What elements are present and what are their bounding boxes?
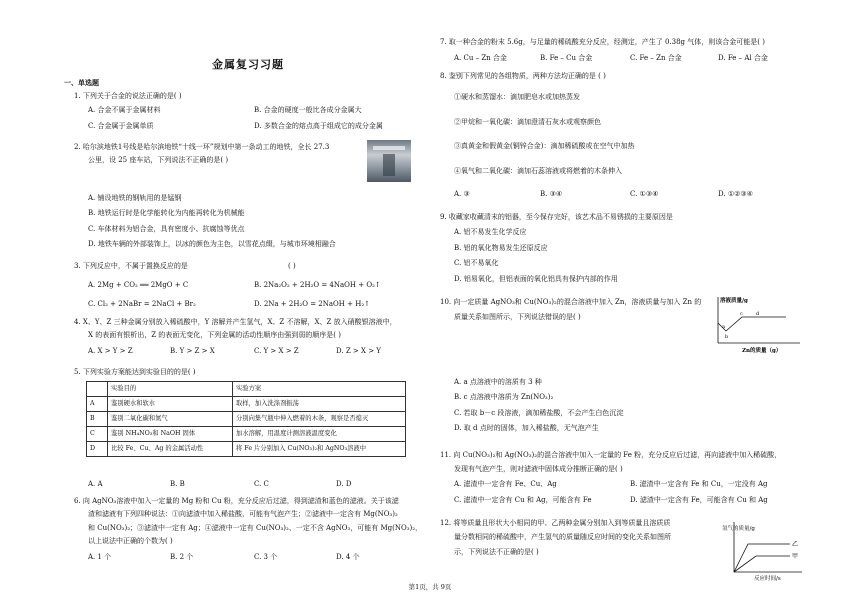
table-cell: 取样，加入洗涤剂振荡 xyxy=(233,397,406,412)
option-c: C. 铝不易氧化 xyxy=(454,259,499,268)
y-axis-label-text: 氢气的质量/g xyxy=(722,526,755,532)
series-line-jia xyxy=(734,556,790,572)
question-3 xyxy=(74,262,404,311)
table-cell: 鉴别硬水和软水 xyxy=(108,397,233,412)
question-stem-line-1: 12. 将等质量且形状大小相同的甲、乙两种金属分别加入到等质量且溶质质 xyxy=(440,519,671,527)
question-9 xyxy=(440,213,800,284)
option-a: A. 铝不易发生化学反应 xyxy=(454,228,527,237)
point-label-d: d xyxy=(756,311,760,317)
option-b: B. 2Na₂O₂ + 2H₂O = 4NaOH + O₂↑ xyxy=(254,281,381,289)
question-stem-line-1: 10. 向一定质量 AgNO₃和 Cu(NO₃)₂的混合溶液中加入 Zn，溶液质量与加入 Zn 的 xyxy=(440,298,702,306)
question-stem-line-2: X 的表面有银析出，Z 的表面无变化，下列金属的活动性顺序由强到弱的顺序是( ) xyxy=(88,331,341,340)
question-7 xyxy=(440,38,800,65)
table-cell: A xyxy=(87,397,108,412)
option-a: A. 1 个 xyxy=(88,552,112,561)
answer-paren: ( ) xyxy=(288,262,296,270)
table-header-cell xyxy=(87,382,108,397)
experiment-table xyxy=(86,381,406,457)
series-label-yi: 乙 xyxy=(792,541,799,548)
y-axis-label xyxy=(722,524,755,532)
question-8 xyxy=(440,72,800,201)
option-c: C. 3 个 xyxy=(254,552,278,561)
question-1 xyxy=(74,92,404,133)
question-stem-line-2: 质量关系如图所示，下列说法错误的是( ) xyxy=(454,313,581,322)
question-4 xyxy=(74,318,414,358)
table-cell: D xyxy=(87,442,108,457)
section-heading: 一、单选题 xyxy=(64,78,99,87)
y-axis-label: 溶液质量/g xyxy=(720,298,748,304)
question-5-options xyxy=(74,480,404,491)
question-stem-line-1: 2. 哈尔滨地铁1号线是哈尔滨地铁“十线一环”规划中第一条动工的地铁，全长 27.3 xyxy=(74,143,330,151)
option-a: A. ③ xyxy=(454,190,470,199)
option-d: D. 4 个 xyxy=(336,552,360,561)
question-stem-line-1: 6. 向 AgNO₃溶液中加入一定量的 Mg 粉和 Cu 粉，充分反应后过滤，得到滤渣和蓝色的滤液。关于该滤 xyxy=(74,497,399,505)
table-header-cell: 实验方案 xyxy=(233,382,406,397)
table-cell: C xyxy=(87,427,108,442)
option-a: A. 合金不属于金属材料 xyxy=(88,106,161,115)
option-a: A. 铺设地铁的钢轨用的是锰钢 xyxy=(88,193,182,202)
option-d: D. D xyxy=(336,480,352,488)
question-stem-line-2: 渣和滤液有下列四种说法：①向滤渣中加入稀盐酸，可能有气泡产生；②滤液中一定含有 Mg(NO₃)₂ xyxy=(88,510,398,519)
option-d: D. ①②③④ xyxy=(718,190,753,199)
option-c: C. 滤渣中一定含有 Cu 和 Ag，可能含有 Fe xyxy=(454,495,592,504)
question-12 xyxy=(440,519,730,557)
table-cell: B xyxy=(87,412,108,427)
table-header-cell: 实验目的 xyxy=(108,382,233,397)
question-stem-line-2: 发现有气泡产生，则对滤液中固体成分推断正确的是( ) xyxy=(454,465,623,474)
option-c: C. C xyxy=(254,480,269,488)
option-b: B. 合金的硬度一般比各成分金属大 xyxy=(254,106,362,115)
option-b: B. Y > Z > X xyxy=(170,346,215,355)
question-stem-line-2: 公里，设 25 座车站，下列说法不正确的是( ) xyxy=(88,156,229,165)
x-axis-label: 反应时间/s xyxy=(754,576,781,582)
question-stem-line-3: 和 Cu(NO₃)₂；③滤渣中一定有 Ag；④滤液中一定有 Cu(NO₃)₂、一定不含 AgNO₃，可能有 Mg(NO₃)₂， xyxy=(88,523,423,532)
question-stem: 9. 收藏家收藏清末的铝器，至今保存完好，该艺术品不易锈损的主要原因是 xyxy=(440,213,673,221)
table-cell: 分别向集气瓶中伸入燃着的木条，观察是否熄灭 xyxy=(233,412,406,427)
table-row xyxy=(87,427,406,442)
x-axis-label: Zn的质量（g） xyxy=(742,348,782,354)
option-a: A. X > Y > Z xyxy=(88,346,133,355)
option-b: B. 2 个 xyxy=(170,552,194,561)
hydrogen-mass-chart xyxy=(720,520,806,582)
point-label-b: b xyxy=(725,334,729,340)
option-c: C. ①③④ xyxy=(630,190,659,199)
option-a: A. 滤渣中一定含有 Fe、Cu、Ag xyxy=(454,479,557,488)
question-10 xyxy=(440,298,730,323)
page-footer: 第1页，共 9页 xyxy=(408,583,452,591)
option-a: A. 2Mg + CO₂ ══ 2MgO + C xyxy=(88,281,189,289)
table-cell: 鉴别二氧化碳和氮气 xyxy=(108,412,233,427)
question-stem: 3. 下列反应中，不属于置换反应的是 xyxy=(74,262,188,270)
question-5 xyxy=(74,368,404,377)
option-c: C. 车体材料为铝合金，具有密度小、抗腐蚀等优点 xyxy=(88,224,245,233)
option-d: D. 铝易氧化，但铝表面的氧化铝具有保护内部的作用 xyxy=(454,274,618,283)
option-d: D. 2Na + 2H₂O = 2NaOH + H₂↑ xyxy=(254,300,370,308)
question-10-options xyxy=(440,378,800,434)
option-c: C. Cl₂ + 2NaBr = 2NaCl + Br₂ xyxy=(88,300,196,308)
option-a: A. A xyxy=(88,480,103,488)
option-b: B. 地铁运行时是化学能转化为内能再转化为机械能 xyxy=(88,209,245,218)
question-stem: 8. 鉴别下列常见的各组物质，两种方法均正确的是 ( ) xyxy=(440,72,606,80)
point-label-a: a xyxy=(722,324,725,330)
table-cell: 比较 Fe、Cu、Ag 的金属活动性 xyxy=(108,442,233,457)
mass-curve xyxy=(718,317,786,331)
question-stem-line-2: 量分数相同的稀硫酸中，产生氢气的质量随反应时间的变化关系如图所 xyxy=(454,533,671,542)
question-stem-line-4: 以上说法中正确的个数为( ) xyxy=(88,537,173,546)
question-stem-line-1: 11. 向 Cu(NO₃)₂和 Ag(NO₃)₂的混合溶液中加入一定量的 Fe 粉，充分反应后过滤，再向滤液中加入稀硫酸， xyxy=(440,451,782,459)
point-label-c: c xyxy=(740,311,743,317)
table-header-row xyxy=(87,382,406,397)
page-title: 金属复习习题 xyxy=(212,58,284,71)
option-c: C. Y > X > Z xyxy=(254,346,299,355)
option-c: C. 合金属于金属单质 xyxy=(88,122,154,131)
table-cell: 鉴别 NH₄NO₃和 NaOH 固体 xyxy=(108,427,233,442)
option-a: A. Cu – Zn 合金 xyxy=(454,54,507,63)
option-b: B. c 点溶液中溶质为 Zn(NO₃)₂ xyxy=(454,393,554,402)
question-2 xyxy=(74,143,404,250)
question-stem: 5. 下列实验方案能达到实验目的的是( ) xyxy=(74,368,196,376)
option-d: D. 取 d 点时的固体，加入稀盐酸，无气泡产生 xyxy=(454,424,599,433)
table-row xyxy=(87,412,406,427)
solution-mass-chart xyxy=(712,293,804,355)
option-a: A. a 点溶液中的溶质有 3 种 xyxy=(454,378,542,386)
table-row xyxy=(87,442,406,457)
series-label-jia: 甲 xyxy=(792,553,799,560)
table-row xyxy=(87,397,406,412)
question-11 xyxy=(440,451,820,507)
option-d: D. 地铁车辆的外部装饰上，以冰的颜色为主色，以雪花点缀，与城市环境相融合 xyxy=(88,240,336,249)
option-b: B. B xyxy=(170,480,185,488)
table-cell: 将 Fe 片分别加入 Cu(NO₃)₂和 AgNO₃溶液中 xyxy=(233,442,406,457)
option-c: C. 若取 b－c 段溶液，滴加稀盐酸，不会产生白色沉淀 xyxy=(454,408,624,417)
statement-3: ③真黄金和假黄金(铜锌合金)：滴加稀硫酸或在空气中加热 xyxy=(454,142,635,151)
option-b: B. Fe – Cu 合金 xyxy=(540,54,593,63)
option-b: B. ③④ xyxy=(540,190,563,199)
statement-1: ①硬水和蒸馏水：滴加肥皂水或加热蒸发 xyxy=(454,93,580,102)
option-d: D. 滤渣中一定含有 Fe，可能含有 Cu 和 Ag xyxy=(630,495,768,504)
statement-4: ④氧气和二氧化碳：滴加石蕊溶液或将燃着的木条伸入 xyxy=(454,166,622,175)
option-d: D. Fe – Al 合金 xyxy=(718,54,768,63)
option-c: C. Fe – Zn 合金 xyxy=(630,54,682,63)
statement-2: ②甲烷和一氧化碳：滴加澄清石灰水或观察颜色 xyxy=(454,117,601,126)
option-d: D. 多数合金的熔点高于组成它的成分金属 xyxy=(254,122,383,131)
option-b: B. 滤渣中一定含有 Fe 和 Cu，一定没有 Ag xyxy=(630,479,768,488)
subway-photo xyxy=(367,140,411,182)
question-stem: 1. 下列关于合金的说法正确的是( ) xyxy=(74,92,182,100)
series-line-yi xyxy=(734,544,790,572)
table-cell: 加水溶解，用温度计测溶液温度变化 xyxy=(233,427,406,442)
option-d: D. Z > X > Y xyxy=(336,346,381,355)
question-6 xyxy=(74,497,423,564)
question-stem-line-1: 4. X、Y、Z 三种金属分别放入稀硫酸中，Y 溶解并产生氢气，X、Z 不溶解，X、Z 放入硝酸银溶液中， xyxy=(74,318,397,326)
option-b: B. 铝的氧化物易发生还原反应 xyxy=(454,243,548,252)
question-stem-line-3: 示，下列说法不正确的是( ) xyxy=(454,547,539,556)
question-stem: 7. 取一种合金的粉末 5.6g，与足量的稀硫酸充分反应，经测定，产生了 0.38g 气体，则该合金可能是( ) xyxy=(440,38,765,46)
